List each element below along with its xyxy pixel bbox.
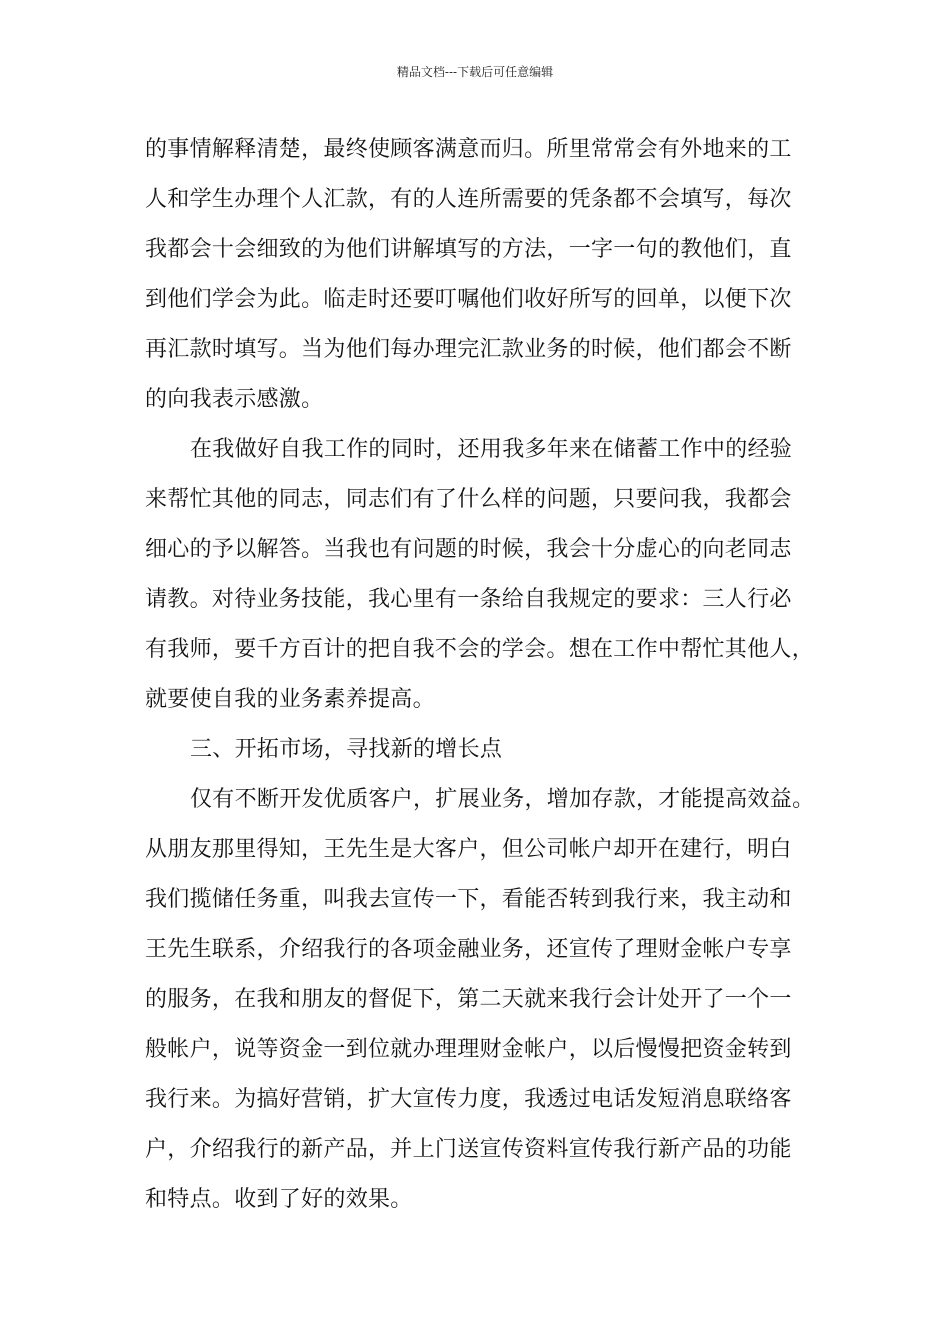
text-line: 仅有不断开发优质客户，扩展业务，增加存款，才能提高效益。 — [190, 787, 815, 812]
text-line: 人和学生办理个人汇款，有的人连所需要的凭条都不会填写，每次 — [145, 187, 792, 212]
text-line: 的向我表示感激。 — [145, 387, 324, 412]
text-line: 就要使自我的业务素养提高。 — [145, 687, 435, 712]
text-line: 我行来。为搞好营销，扩大宣传力度，我透过电话发短消息联络客 — [145, 1087, 792, 1112]
page-header: 精品文档---下载后可任意编辑 — [396, 65, 554, 79]
text-line: 有我师，要千方百计的把自我不会的学会。想在工作中帮忙其他人， — [145, 637, 815, 662]
text-line: 在我做好自我工作的同时，还用我多年来在储蓄工作中的经验 — [190, 437, 793, 462]
text-line: 我们揽储任务重，叫我去宣传一下，看能否转到我行来，我主动和 — [145, 887, 792, 912]
text-line: 三、开拓市场，寻找新的增长点 — [190, 737, 503, 762]
paragraph — [145, 425, 815, 725]
text-line: 和特点。收到了好的效果。 — [145, 1187, 413, 1212]
text-line: 的事情解释清楚，最终使顾客满意而归。所里常常会有外地来的工 — [145, 137, 792, 162]
text-line: 我都会十会细致的为他们讲解填写的方法，一字一句的教他们，直 — [145, 237, 792, 262]
text-line: 般帐户，说等资金一到位就办理理财金帐户，以后慢慢把资金转到 — [145, 1037, 792, 1062]
text-line: 细心的予以解答。当我也有问题的时候，我会十分虚心的向老同志 — [145, 537, 792, 562]
text-line: 的服务，在我和朋友的督促下，第二天就来我行会计处开了一个一 — [145, 987, 792, 1012]
text-line: 请教。对待业务技能，我心里有一条给自我规定的要求：三人行必 — [145, 587, 792, 612]
text-line: 再汇款时填写。当为他们每办理完汇款业务的时候，他们都会不断 — [145, 337, 792, 362]
paragraph — [145, 775, 815, 1225]
section-heading — [145, 725, 815, 775]
text-line: 到他们学会为此。临走时还要叮嘱他们收好所写的回单，以便下次 — [145, 287, 792, 312]
paragraph — [145, 125, 815, 425]
text-line: 户，介绍我行的新产品，并上门送宣传资料宣传我行新产品的功能 — [145, 1137, 792, 1162]
text-line: 来帮忙其他的同志，同志们有了什么样的问题，只要问我，我都会 — [145, 487, 792, 512]
document-body — [145, 125, 815, 1225]
text-line: 王先生联系，介绍我行的各项金融业务，还宣传了理财金帐户专享 — [145, 937, 792, 962]
text-line: 从朋友那里得知，王先生是大客户，但公司帐户却开在建行，明白 — [145, 837, 792, 862]
